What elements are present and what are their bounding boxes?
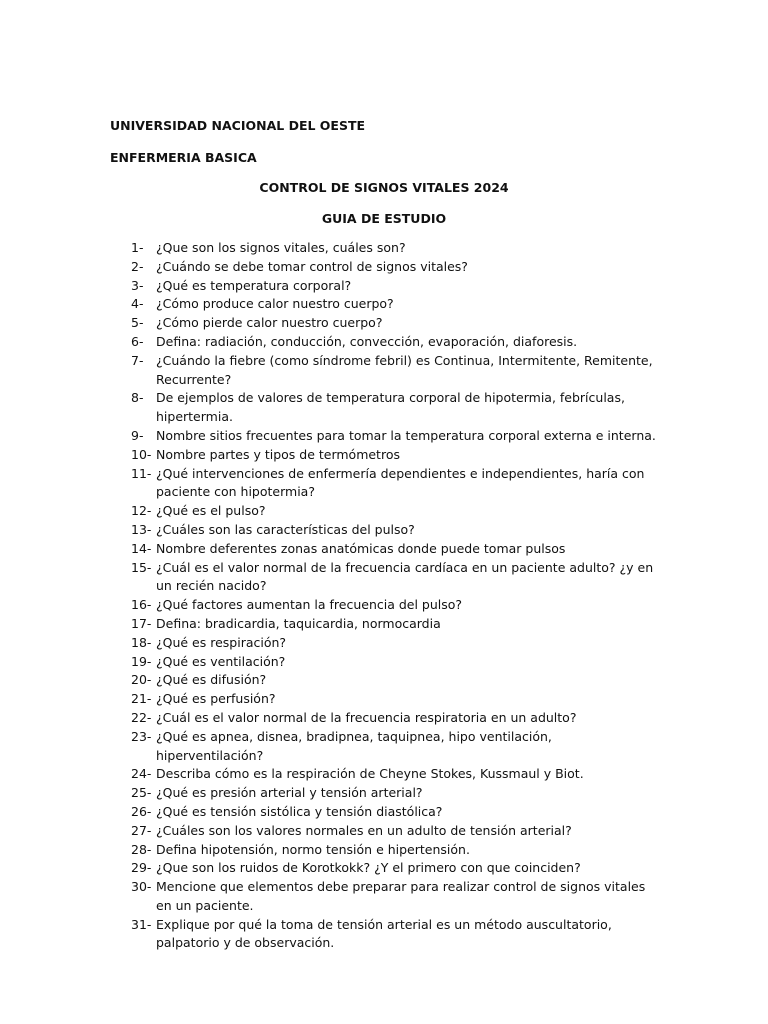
question-text: ¿Qué factores aumentan la frecuencia del pulso?: [156, 597, 463, 613]
document-title: [0, 180, 768, 196]
question-text: ¿Qué es perfusión?: [156, 691, 276, 707]
list-item: [0, 314, 656, 333]
list-item: [0, 239, 656, 258]
list-item: [0, 671, 656, 690]
question-text: ¿Que son los signos vitales, cuáles son?: [156, 240, 406, 255]
question-text: Describa cómo es la respiración de Cheyne Stokes, Kussmaul y Biot.: [156, 766, 584, 782]
list-item: [0, 841, 656, 860]
question-text: Defina: radiación, conducción, convección, evaporación, diaforesis.: [156, 333, 578, 349]
list-item: [0, 277, 656, 296]
question-number: 1-: [131, 240, 144, 255]
list-item: [0, 615, 656, 634]
list-item: [0, 427, 656, 446]
question-number: 27-: [131, 822, 152, 838]
question-number: 14-: [131, 540, 152, 556]
question-text: De ejemplos de valores de temperatura corporal de hipotermia, febrículas, hipertermia.: [156, 390, 625, 425]
question-text: ¿Qué es apnea, disnea, bradipnea, taquipnea, hipo ventilación, hiperventilación?: [156, 728, 552, 763]
list-item: [0, 521, 656, 540]
question-number: 16-: [131, 597, 152, 613]
question-text: ¿Cómo pierde calor nuestro cuerpo?: [156, 315, 383, 331]
question-number: 25-: [131, 785, 152, 801]
university-name: UNIVERSIDAD NACIONAL DEL OESTE: [110, 118, 366, 133]
question-text: ¿Cuál es el valor normal de la frecuencia cardíaca en un paciente adulto? ¿y en un recién nacido?: [156, 559, 654, 594]
question-text: Nombre sitios frecuentes para tomar la temperatura corporal externa e interna.: [156, 427, 656, 443]
question-number: 18-: [131, 634, 152, 650]
question-number: 29-: [131, 860, 152, 876]
question-text: Explique por qué la toma de tensión arterial es un método auscultatorio, palpatorio y de observación.: [156, 916, 612, 951]
list-item: [0, 352, 656, 390]
list-item: [0, 784, 656, 803]
question-text: ¿Qué es respiración?: [156, 634, 287, 650]
list-item: [0, 596, 656, 615]
document-subtitle-text: GUIA DE ESTUDIO: [321, 211, 447, 226]
list-item: [0, 333, 656, 352]
question-text: ¿Cuándo se debe tomar control de signos vitales?: [156, 258, 468, 274]
question-text: ¿Cómo produce calor nuestro cuerpo?: [156, 296, 394, 312]
question-number: 28-: [131, 841, 152, 857]
list-item: [0, 859, 656, 878]
question-number: 24-: [131, 766, 152, 782]
question-text: ¿Qué intervenciones de enfermería dependientes e independientes, haría con paciente con hipotermia?: [156, 465, 645, 500]
list-item: [0, 389, 656, 427]
question-text: Defina: bradicardia, taquicardia, normocardia: [156, 615, 441, 631]
question-number: 20-: [131, 672, 152, 688]
question-number: 2-: [131, 258, 144, 274]
question-number: 9-: [131, 427, 144, 443]
question-text: ¿Qué es tensión sistólica y tensión diastólica?: [156, 803, 443, 819]
list-item: [0, 822, 656, 841]
question-text: ¿Qué es el pulso?: [156, 503, 266, 519]
question-number: 11-: [131, 465, 152, 481]
list-item: [0, 295, 656, 314]
list-item: [0, 502, 656, 521]
question-number: 4-: [131, 296, 144, 312]
question-text: ¿Qué es ventilación?: [156, 653, 286, 669]
question-number: 13-: [131, 521, 152, 537]
list-item: [0, 540, 656, 559]
list-item: [0, 803, 656, 822]
question-text: Nombre partes y tipos de termómetros: [156, 446, 400, 462]
question-number: 7-: [131, 352, 144, 368]
question-text: ¿Qué es presión arterial y tensión arterial?: [156, 785, 423, 801]
question-text: ¿Cuándo la fiebre (como síndrome febril) es Continua, Intermitente, Remitente, Recurrente?: [156, 352, 653, 387]
question-number: 26-: [131, 803, 152, 819]
course-name: ENFERMERIA BASICA: [110, 150, 257, 165]
list-item: [0, 258, 656, 277]
question-number: 8-: [131, 390, 144, 406]
question-list: [0, 239, 768, 953]
question-number: 10-: [131, 446, 152, 462]
question-text: Defina hipotensión, normo tensión e hipertensión.: [156, 841, 470, 857]
document-subtitle: [0, 211, 768, 227]
question-number: 6-: [131, 333, 144, 349]
question-number: 15-: [131, 559, 152, 575]
list-item: [0, 465, 656, 503]
question-text: Nombre deferentes zonas anatómicas donde puede tomar pulsos: [156, 540, 566, 556]
question-number: 23-: [131, 728, 152, 744]
list-item: [0, 446, 656, 465]
question-number: 22-: [131, 709, 152, 725]
list-item: [0, 690, 656, 709]
question-text: ¿Que son los ruidos de Korotkokk? ¿Y el primero con que coinciden?: [156, 860, 581, 876]
question-text: ¿Cuáles son los valores normales en un adulto de tensión arterial?: [156, 822, 572, 838]
question-text: ¿Cuáles son las características del pulso?: [156, 521, 415, 537]
list-item: [0, 559, 656, 597]
list-item: [0, 765, 656, 784]
list-item: [0, 634, 656, 653]
list-item: [0, 878, 656, 916]
question-text: ¿Qué es difusión?: [156, 672, 267, 688]
question-number: 5-: [131, 315, 144, 331]
list-item: [0, 653, 656, 672]
question-number: 12-: [131, 503, 152, 519]
question-number: 19-: [131, 653, 152, 669]
question-number: 31-: [131, 916, 152, 932]
question-number: 21-: [131, 691, 152, 707]
document-title-text: CONTROL DE SIGNOS VITALES 2024: [259, 180, 509, 195]
question-number: 17-: [131, 615, 152, 631]
question-number: 30-: [131, 879, 152, 895]
question-text: ¿Qué es temperatura corporal?: [156, 277, 352, 293]
list-item: [0, 916, 656, 954]
question-text: Mencione que elementos debe preparar para realizar control de signos vitales en un paciente.: [156, 879, 646, 913]
question-text: ¿Cuál es el valor normal de la frecuencia respiratoria en un adulto?: [156, 709, 577, 725]
list-item: [0, 728, 656, 766]
list-item: [0, 709, 656, 728]
question-number: 3-: [131, 277, 144, 293]
